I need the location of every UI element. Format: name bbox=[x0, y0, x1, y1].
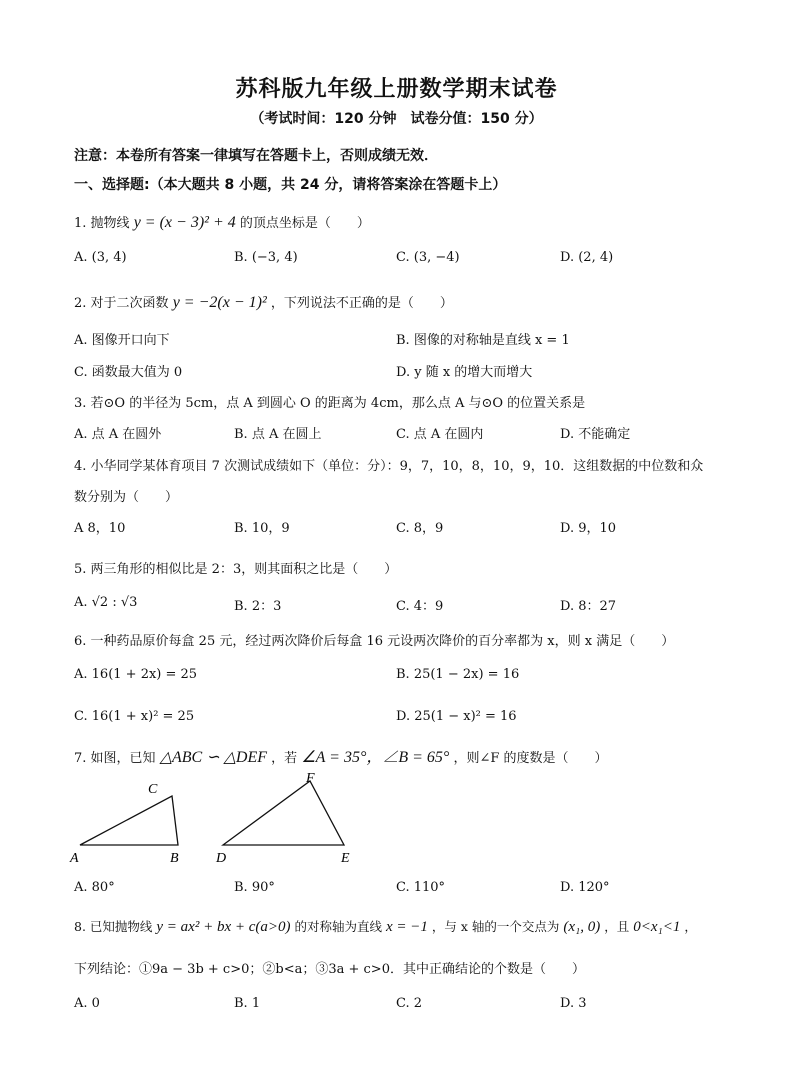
option-b[interactable]: B. 2：3 bbox=[234, 599, 282, 614]
option-d[interactable]: D. 3 bbox=[560, 996, 587, 1011]
option-d[interactable]: D. 120° bbox=[560, 880, 610, 895]
option-c[interactable]: C. 16(1 + x)² = 25 bbox=[74, 709, 195, 724]
option-c[interactable]: C. 点 A 在圆内 bbox=[396, 427, 484, 442]
question-7 bbox=[74, 744, 608, 767]
question-3: 3. 若⊙O 的半径为 5cm，点 A 到圆心 O 的距离为 4cm，那么点 A 与⊙O 的位置关系是 bbox=[74, 396, 586, 411]
triangle-abc bbox=[80, 796, 178, 845]
option-b[interactable]: B. 25(1 − 2x) = 16 bbox=[396, 667, 520, 682]
question-stem: 的顶点坐标是（ ） bbox=[239, 216, 370, 231]
option-c[interactable]: C. 110° bbox=[396, 880, 446, 895]
question-5: 5. 两三角形的相似比是 2：3，则其面积之比是（ ） bbox=[74, 562, 398, 577]
option-d[interactable]: D. 25(1 − x)² = 16 bbox=[396, 709, 517, 724]
option-d[interactable]: D. 不能确定 bbox=[560, 427, 631, 442]
formula: (x₁, 0) bbox=[563, 919, 601, 935]
formula: x = −1 bbox=[385, 919, 428, 935]
question-stem: ，且 bbox=[604, 919, 630, 934]
option-a[interactable]: A. 图像开口向下 bbox=[74, 333, 170, 348]
question-stem: 7. 如图，已知 bbox=[74, 751, 156, 766]
option-a[interactable]: A. 80° bbox=[74, 880, 115, 895]
question-stem: ，则∠F 的度数是（ ） bbox=[453, 751, 608, 766]
option-b[interactable]: B. 1 bbox=[234, 996, 261, 1011]
question-4-line1: 4. 小华同学某体育项目 7 次测试成绩如下（单位：分）：9，7，10，8，10，9，10．这组数据的中位数和众 bbox=[74, 459, 704, 474]
exam-subtitle: （考试时间：120 分钟 试卷分值：150 分） bbox=[250, 111, 543, 127]
option-c[interactable]: C. 8，9 bbox=[396, 521, 444, 536]
question-stem: 2. 对于二次函数 bbox=[74, 296, 169, 311]
option-c[interactable]: C. 4：9 bbox=[396, 599, 444, 614]
option-a[interactable]: A. 0 bbox=[74, 996, 100, 1011]
question-stem: 8. 已知抛物线 bbox=[74, 919, 153, 934]
vertex-b-label: B bbox=[170, 851, 179, 866]
option-b[interactable]: B. 90° bbox=[234, 880, 275, 895]
similar-triangles-figure bbox=[60, 768, 380, 868]
notice: 注意：本卷所有答案一律填写在答题卡上，否则成绩无效． bbox=[74, 148, 438, 164]
formula: ∠A = 35°，∠B = 65° bbox=[301, 749, 450, 766]
formula: y = ax² + bx + c(a>0) bbox=[156, 919, 291, 935]
exam-title: 苏科版九年级上册数学期末试卷 bbox=[235, 77, 558, 102]
vertex-f-label: F bbox=[306, 771, 315, 786]
question-6: 6. 一种药品原价每盒 25 元，经过两次降价后每盒 16 元设两次降价的百分率都为 x，则 x 满足（ ） bbox=[74, 634, 675, 649]
option-d[interactable]: D. 9，10 bbox=[560, 521, 617, 536]
vertex-d-label: D bbox=[216, 851, 227, 866]
option-b[interactable]: B. (−3, 4) bbox=[234, 250, 298, 265]
vertex-e-label: E bbox=[341, 851, 350, 866]
option-d[interactable]: D. (2, 4) bbox=[560, 250, 614, 265]
option-a[interactable]: A. 点 A 在圆外 bbox=[74, 427, 162, 442]
vertex-c-label: C bbox=[148, 782, 158, 797]
question-1 bbox=[74, 212, 370, 232]
question-stem: ，下列说法不正确的是（ ） bbox=[270, 296, 453, 311]
option-d[interactable]: D. y 随 x 的增大而增大 bbox=[396, 365, 533, 380]
option-b[interactable]: B. 图像的对称轴是直线 x = 1 bbox=[396, 333, 570, 348]
option-a[interactable]: A 8，10 bbox=[74, 521, 126, 536]
option-c[interactable]: C. 2 bbox=[396, 996, 423, 1011]
question-8-line2: 下列结论：①9a − 3b + c>0；②b<a；③3a + c>0．其中正确结论的个数是（ ） bbox=[74, 962, 585, 977]
option-a[interactable]: A. √2 : √3 bbox=[74, 595, 138, 610]
formula: 0<x₁<1 bbox=[633, 919, 681, 935]
triangle-def bbox=[223, 781, 344, 845]
section-heading: 一、选择题:（本大题共 8 小题，共 24 分，请将答案涂在答题卡上） bbox=[74, 177, 507, 193]
formula: y = −2(x − 1)² bbox=[172, 294, 267, 311]
option-c[interactable]: C. 函数最大值为 0 bbox=[74, 365, 183, 380]
question-stem: ，若 bbox=[271, 751, 298, 766]
question-stem: ， bbox=[684, 919, 697, 934]
question-stem: ，与 x 轴的一个交点为 bbox=[431, 919, 560, 934]
formula: y = (x − 3)² + 4 bbox=[133, 214, 236, 231]
option-c[interactable]: C. (3, −4) bbox=[396, 250, 460, 265]
option-a[interactable]: A. (3, 4) bbox=[74, 250, 127, 265]
question-2 bbox=[74, 292, 453, 312]
question-4-line2: 数分别为（ ） bbox=[74, 490, 179, 505]
question-stem: 的对称轴为直线 bbox=[294, 919, 382, 934]
option-a[interactable]: A. 16(1 + 2x) = 25 bbox=[74, 667, 198, 682]
question-8-line1 bbox=[74, 917, 697, 936]
option-d[interactable]: D. 8：27 bbox=[560, 599, 617, 614]
option-b[interactable]: B. 点 A 在圆上 bbox=[234, 427, 322, 442]
question-stem: 1. 抛物线 bbox=[74, 216, 130, 231]
formula: △ABC ∽ △DEF bbox=[159, 749, 268, 766]
option-b[interactable]: B. 10，9 bbox=[234, 521, 290, 536]
vertex-a-label: A bbox=[70, 851, 79, 866]
